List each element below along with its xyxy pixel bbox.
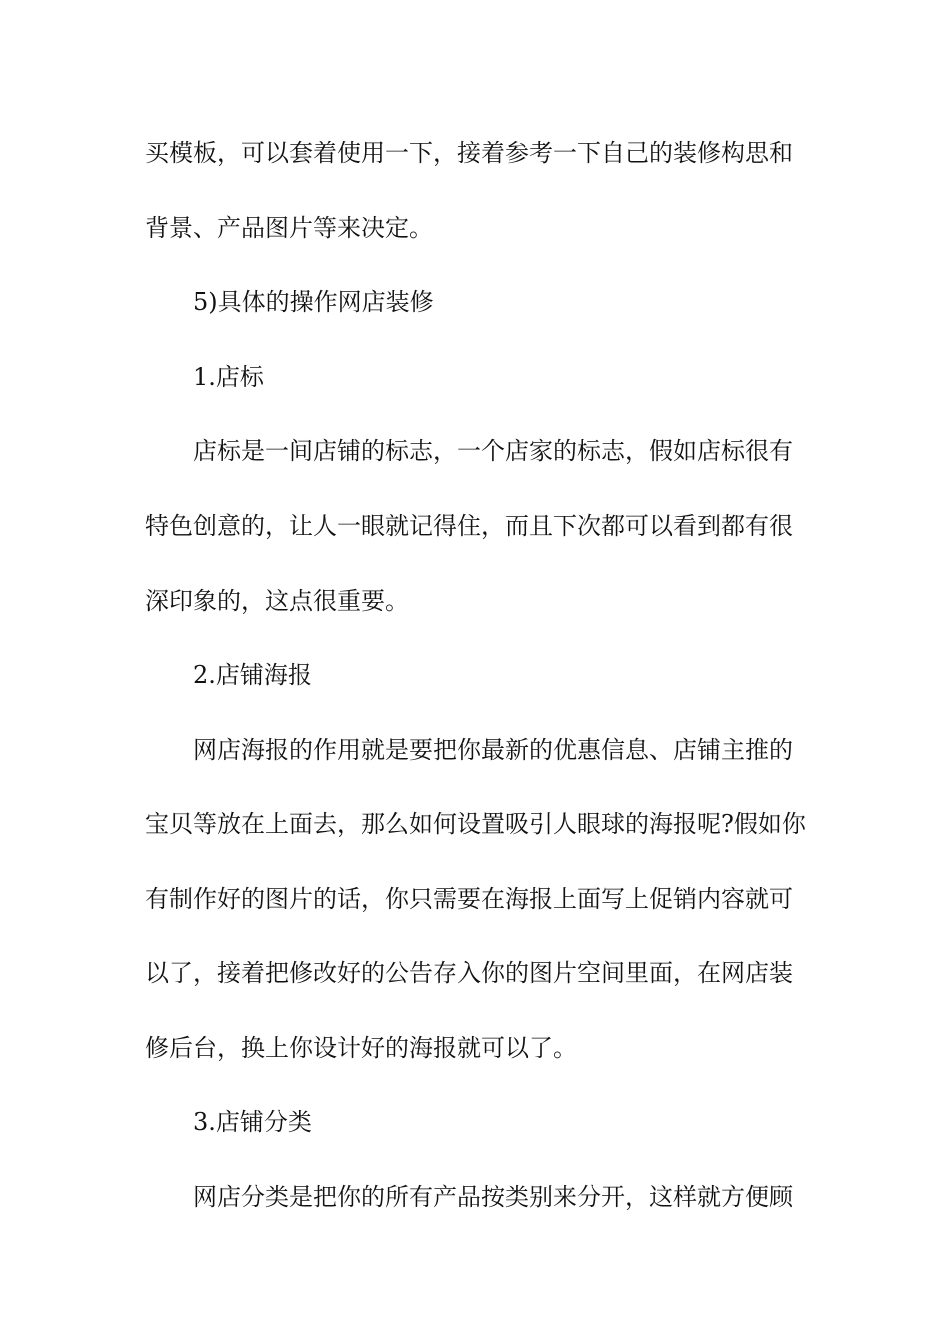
section-heading: 5)具体的操作网店装修 [193, 288, 434, 316]
paragraph-line: 以了，接着把修改好的公告存入你的图片空间里面，在网店装 [145, 959, 793, 987]
subsection-heading: 2.店铺海报 [193, 661, 312, 689]
paragraph-line: 背景、产品图片等来决定。 [145, 214, 433, 242]
paragraph-line: 店标是一间店铺的标志，一个店家的标志，假如店标很有 [193, 437, 793, 465]
subsection-heading: 1.店标 [193, 363, 264, 391]
paragraph-line: 特色创意的，让人一眼就记得住，而且下次都可以看到都有很 [145, 512, 793, 540]
paragraph-line: 买模板，可以套着使用一下，接着参考一下自己的装修构思和 [145, 139, 793, 167]
paragraph-line: 深印象的，这点很重要。 [145, 587, 409, 615]
paragraph-line: 修后台，换上你设计好的海报就可以了。 [145, 1034, 577, 1062]
paragraph-line: 宝贝等放在上面去，那么如何设置吸引人眼球的海报呢?假如你 [145, 810, 806, 838]
subsection-heading: 3.店铺分类 [193, 1108, 312, 1136]
paragraph-line: 网店分类是把你的所有产品按类别来分开，这样就方便顾 [193, 1183, 793, 1211]
paragraph-line: 有制作好的图片的话，你只需要在海报上面写上促销内容就可 [145, 885, 793, 913]
paragraph-line: 网店海报的作用就是要把你最新的优惠信息、店铺主推的 [193, 736, 793, 764]
